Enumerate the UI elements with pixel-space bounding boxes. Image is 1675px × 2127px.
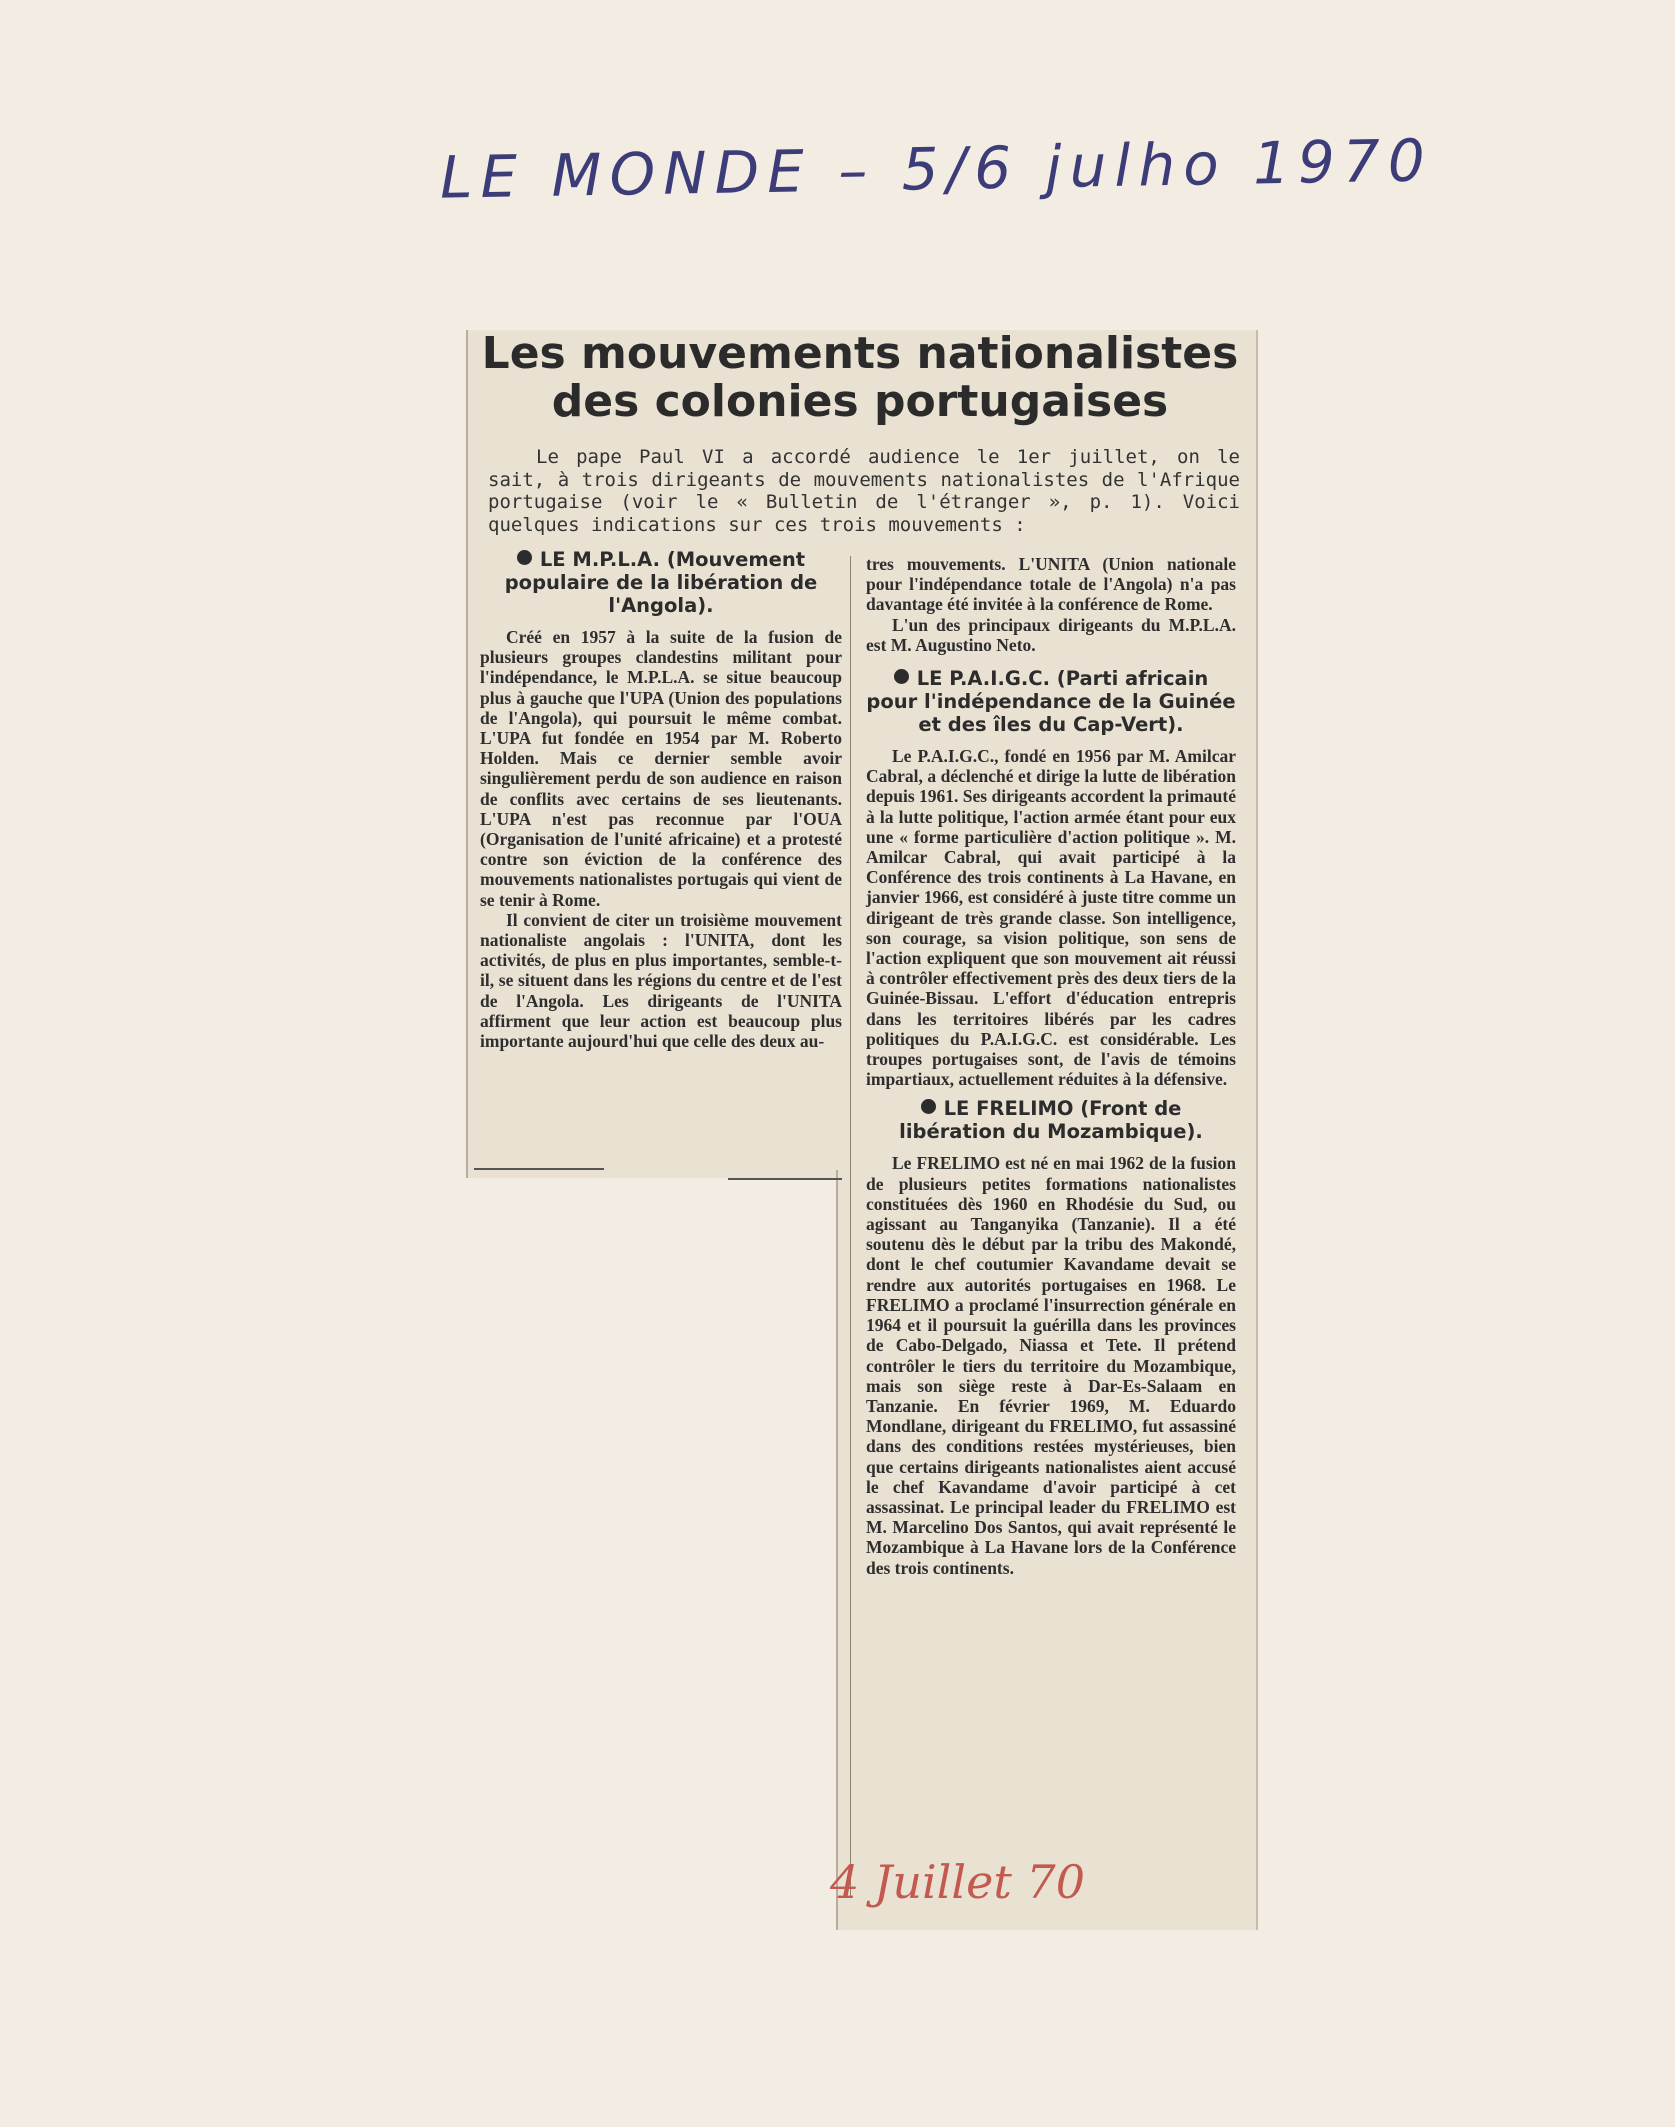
bullet-icon (517, 550, 532, 565)
section-heading-frelimo (866, 1097, 1236, 1143)
section-heading-paigc (866, 667, 1236, 736)
mpla-paragraph-4: L'un des principaux dirigeants du M.P.L.A. est M. Augustino Neto. (866, 614, 1236, 655)
article-column-2 (866, 554, 1236, 1578)
mpla-paragraph-1: Créé en 1957 à la suite de la fusion de plusieurs groupes clandestins militant pour l'indépendance, le M.P.L.A. se situe beaucoup plus à gauche que l'UPA (Union des populations de l'Angola), qui poursuit le même combat. L'UPA fut fondée en 1954 par M. Roberto Holden. Mais ce dernier semble avoir singulièrement perdu de son audience en raison de conflits avec certains de ses lieutenants. L'UPA n'est pas reconnue par l'OUA (Organisation de l'unité africaine) et a protesté contre son éviction de la conférence des mouvements nationalistes portugais qui vient de se tenir à Rome. (480, 627, 842, 910)
headline-line-2: des colonies portugaises (551, 376, 1169, 427)
article-column-1 (480, 548, 842, 1051)
handwritten-source-note: LE MONDE – 5/6 julho 1970 (439, 126, 1434, 212)
paigc-paragraph-1: Le P.A.I.G.C., fondé en 1956 par M. Amilcar Cabral, a déclenché et dirige la lutte de libération depuis 1961. Ses dirigeants accordent la primauté à la lutte politique, l'action armée étant pour eux une « forme particulière d'action politique ». M. Amilcar Cabral, qui avait participé à la Conférence des trois continents à La Havane, en janvier 1966, est considéré à juste titre comme un dirigeant de très grande classe. Son intelligence, son courage, sa vision politique, son sens de l'action expliquent que son mouvement ait réussi à contrôler effectivement près des deux tiers de la Guinée-Bissau. L'effort d'éducation entrepris dans les territoires libérés par les cadres politiques du P.A.I.G.C. est considérable. Les troupes portugaises sont, de l'avis de témoins impartiaux, actuellement réduites à la défensive. (866, 746, 1236, 1090)
column-end-rule (474, 1168, 604, 1170)
mpla-paragraph-3: tres mouvements. L'UNITA (Union nationale pour l'indépendance totale de l'Angola) n'a pas davantage été invitée à la conférence de Rome. (866, 554, 1236, 615)
section-heading-paigc-text: LE P.A.I.G.C. (Parti africain pour l'indépendance de la Guinée et des îles du Cap-Vert). (866, 667, 1236, 737)
column-divider (850, 556, 851, 1896)
article-headline (466, 330, 1254, 426)
column-end-rule (728, 1178, 842, 1180)
section-heading-mpla-text: LE M.P.L.A. (Mouvement populaire de la libération de l'Angola). (504, 548, 818, 617)
article-intro: Le pape Paul VI a accordé audience le 1er juillet, on le sait, à trois dirigeants de mouvements nationalistes de l'Afrique portugaise (voir le « Bulletin de l'étranger », p. 1). Voici quelques indications sur ces trois mouvements : (488, 446, 1240, 536)
bullet-icon (921, 1099, 936, 1114)
handwritten-date-note: 4 Juillet 70 (830, 1855, 1085, 1909)
mpla-paragraph-2: Il convient de citer un troisième mouvement nationaliste angolais : l'UNITA, dont les activités, de plus en plus importantes, semble-t-il, se situent dans les régions du centre et de l'est de l'Angola. Les dirigeants de l'UNITA affirment que leur action est beaucoup plus importante aujourd'hui que celle des deux au- (480, 909, 842, 1052)
frelimo-paragraph-1: Le FRELIMO est né en mai 1962 de la fusion de plusieurs petites formations nationalistes constituées dès 1960 en Rhodésie du Sud, ou agissant au Tanganyika (Tanzanie). Il a été soutenu dès le début par la tribu des Makondé, dont le chef coutumier Kavandame devait se rendre aux autorités portugaises en 1968. Le FRELIMO a proclamé l'insurrection générale en 1964 et il poursuit la guérilla dans les provinces de Cabo-Delgado, Niassa et Tete. Il prétend contrôler le tiers du territoire du Mozambique, mais son siège reste à Dar-Es-Salaam en Tanzanie. En février 1969, M. Eduardo Mondlane, dirigeant du FRELIMO, fut assassiné dans des conditions restées mystérieuses, bien que certains dirigeants nationalistes aient accusé le chef Kavandame d'avoir participé à cet assassinat. Le principal leader du FRELIMO est M. Marcelino Dos Santos, qui avait représenté le Mozambique à La Havane lors de la Conférence des trois continents. (866, 1153, 1236, 1578)
section-heading-mpla (480, 548, 842, 617)
section-heading-frelimo-text: LE FRELIMO (Front de libération du Mozambique). (899, 1097, 1203, 1144)
headline-line-1: Les mouvements nationalistes (481, 328, 1239, 379)
bullet-icon (894, 669, 909, 684)
